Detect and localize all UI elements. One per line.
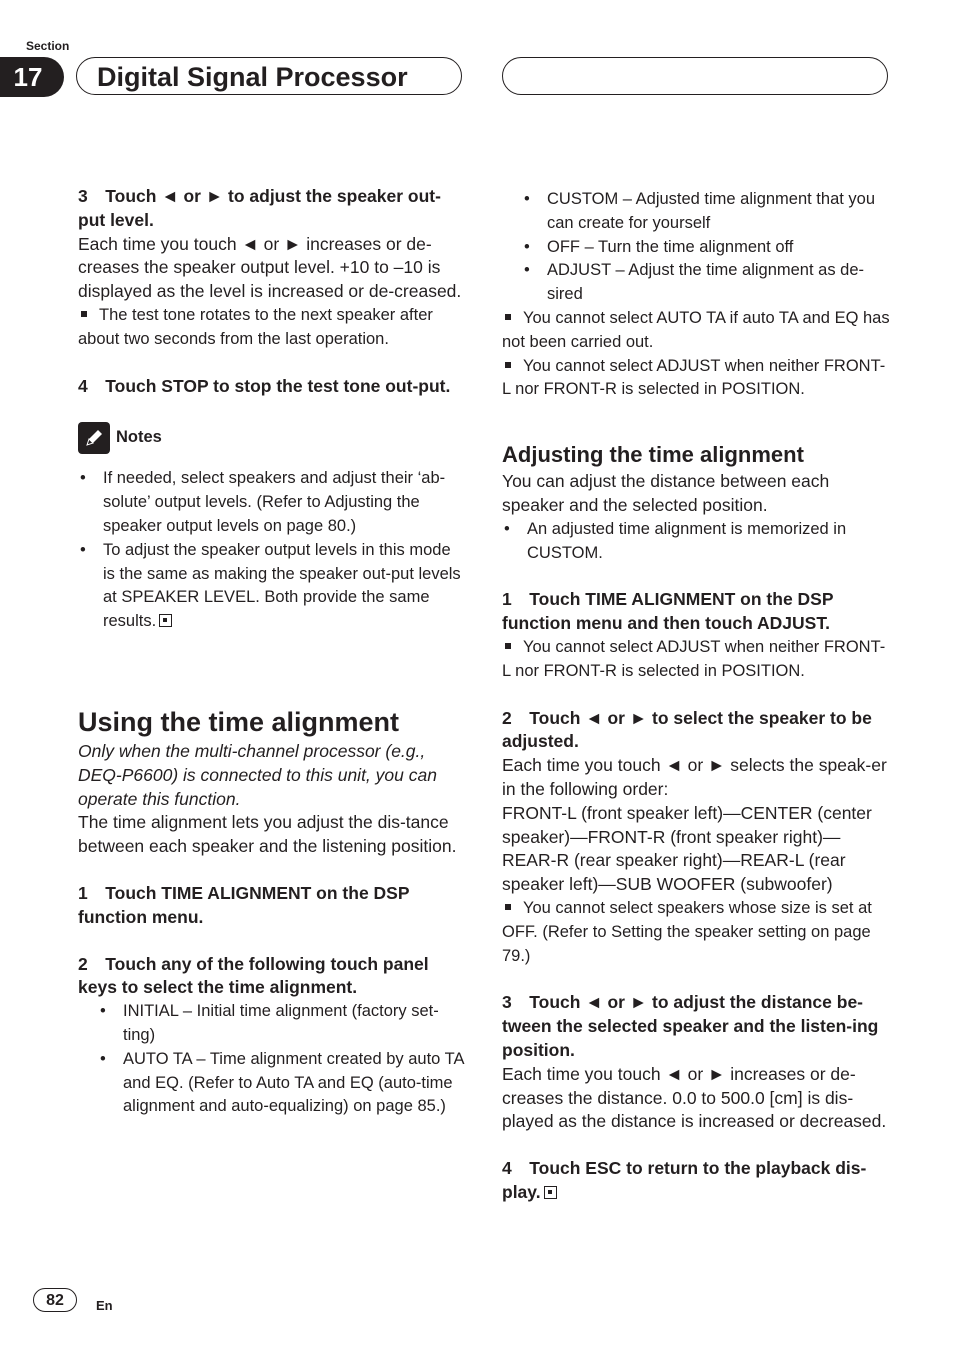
option-off: • OFF – Turn the time alignment off	[522, 236, 890, 260]
chapter-title: Digital Signal Processor	[76, 57, 462, 95]
adj-step3-body: Each time you touch ◄ or ► increases or de-creases the distance. 0.0 to 500.0 [cm] is dis-played as the distance is increased or decreased.	[502, 1063, 887, 1132]
end-mark-icon	[544, 1186, 557, 1199]
option-custom: • CUSTOM – Adjusted time alignment that you can create for yourself	[522, 188, 890, 236]
step2-select-alignment-title: 2 Touch any of the following touch panel keys to select the time alignment.	[78, 953, 429, 998]
section-label: Section	[26, 39, 70, 53]
step3-speaker-level-body: Each time you touch ◄ or ► increases or de-creases the speaker output level. +10 to –10 is displayed as the level is increased or de-creased.	[78, 233, 462, 302]
intro-paragraph: The time alignment lets you adjust the dis-tance between each speaker and the listening position.	[78, 812, 457, 857]
notes-heading: Notes	[78, 421, 466, 455]
adj-step1-note: You cannot select ADJUST when neither FRONT-L nor FRONT-R is selected in POSITION.	[502, 637, 886, 680]
square-bullet-icon	[505, 904, 511, 910]
square-bullet-icon	[81, 311, 87, 317]
adj-step3-title: 3 Touch ◄ or ► to adjust the distance be-tween the selected speaker and the listen-ing position.	[502, 992, 879, 1060]
language-code: En	[96, 1298, 113, 1313]
step1-dsp-menu-title: 1 Touch TIME ALIGNMENT on the DSP function menu.	[78, 882, 410, 927]
end-mark-icon	[159, 614, 172, 627]
adj-step2-body: Each time you touch ◄ or ► selects the speak-er in the following order:	[502, 755, 887, 799]
header-blank-box	[502, 57, 888, 95]
option-initial: • INITIAL – Initial time alignment (factory set-ting)	[98, 1000, 466, 1048]
note-speaker-level: • To adjust the speaker output levels in this mode is the same as making the speaker out-put levels at SPEAKER LEVEL. Both provide the same results.	[78, 539, 466, 634]
adj-step4-title: 4 Touch ESC to return to the playback dis-play.	[502, 1158, 867, 1202]
adjusting-intro-list	[502, 518, 890, 566]
note-absolute-levels: • If needed, select speakers and adjust their ‘ab-solute’ output levels. (Refer to Adjusting the speaker output levels on page 80.)	[78, 467, 466, 538]
adj-step2-title: 2 Touch ◄ or ► to select the speaker to be adjusted.	[502, 707, 872, 752]
square-bullet-icon	[505, 362, 511, 368]
page-number: 82	[33, 1288, 77, 1312]
section-heading-adjusting-time-alignment: Adjusting the time alignment	[502, 442, 804, 468]
option-auto-ta: • AUTO TA – Time alignment created by auto TA and EQ. (Refer to Auto TA and EQ (auto-time alignment and auto-equalizing) on page 85.)	[98, 1048, 466, 1119]
intro-italic: Only when the multi-channel processor (e.g., DEQ-P6600) is connected to this unit, you can operate this function.	[78, 740, 437, 809]
step3-speaker-level-title: 3 Touch ◄ or ► to adjust the speaker out-put level.	[78, 186, 441, 230]
alignment-options-list-cont	[502, 188, 890, 307]
square-bullet-icon	[505, 314, 511, 320]
left-column	[78, 185, 466, 1119]
custom-memorized-bullet: • An adjusted time alignment is memorized in CUSTOM.	[502, 518, 890, 566]
pencil-icon	[78, 422, 110, 454]
adj-step2-note: You cannot select speakers whose size is set at OFF. (Refer to Setting the speaker setting on page 79.)	[502, 898, 872, 965]
adj-step2-speaker-order: FRONT-L (front speaker left)—CENTER (center speaker)—FRONT-R (front speaker right)—REAR-R (rear speaker right)—REAR-L (rear speaker left)—SUB WOOFER (subwoofer)	[502, 802, 872, 895]
alignment-options-list	[78, 1000, 466, 1119]
step4-stop-title: 4 Touch STOP to stop the test tone out-put.	[78, 375, 451, 396]
section-heading-using-time-alignment: Using the time alignment	[78, 706, 400, 737]
square-bullet-icon	[505, 643, 511, 649]
section-number-badge: 17	[0, 57, 64, 97]
right-column	[502, 188, 890, 1205]
note-auto-ta: You cannot select AUTO TA if auto TA and EQ has not been carried out.	[502, 308, 890, 351]
adj-step1-title: 1 Touch TIME ALIGNMENT on the DSP function menu and then touch ADJUST.	[502, 589, 834, 634]
step3-test-tone-note: The test tone rotates to the next speaker after about two seconds from the last operation.	[78, 305, 433, 348]
option-adjust: • ADJUST – Adjust the time alignment as de-sired	[522, 259, 890, 307]
notes-list	[78, 467, 466, 634]
adjusting-intro: You can adjust the distance between each speaker and the selected position.	[502, 471, 830, 515]
note-adjust: You cannot select ADJUST when neither FRONT-L nor FRONT-R is selected in POSITION.	[502, 356, 886, 399]
